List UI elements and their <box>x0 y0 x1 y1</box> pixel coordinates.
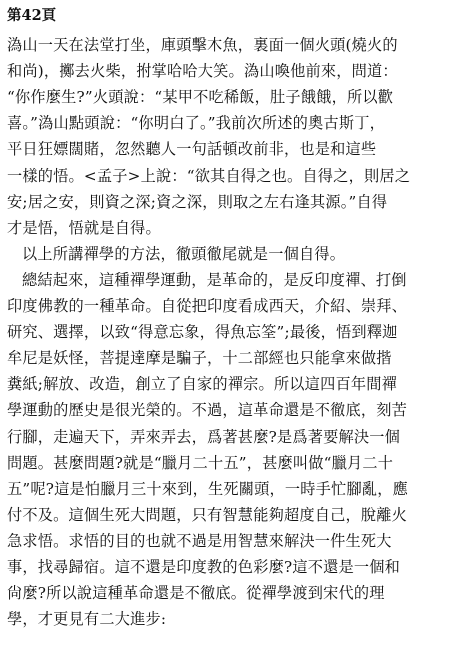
text-line: 學，才更見有二大進步: <box>7 610 167 629</box>
text-line: 以上所講禪學的方法，徹頭徹尾就是一個自得。 <box>22 244 346 263</box>
text-line: 學運動的歷史是很光榮的。不過，這革命還是不徹底，刻苦 <box>7 401 408 420</box>
text-line: 安;居之安，則資之深;資之深，則取之左右逢其源。”自得 <box>7 192 388 211</box>
text-line: 糞紙;解放、改造，創立了自家的禪宗。所以這四百年間禪 <box>7 375 398 394</box>
text-line: 印度佛教的一種革命。自從把印度看成西天，介紹、崇拜、 <box>7 297 408 315</box>
text-line: 急求悟。求悟的目的也就不過是用智慧來解決一件生死大 <box>7 531 392 550</box>
text-line: 行腳，走遍天下，弄來弄去，爲著甚麼?是爲著要解決一個 <box>7 427 401 446</box>
text-line: 總結起來，這種禪學運動，是革命的，是反印度禪、打倒 <box>22 270 407 289</box>
text-line: 平日狂嫖闊賭，忽然聽人一句話頓改前非，也是和這些 <box>7 140 377 159</box>
text-line: 才是悟，悟就是自得。 <box>7 218 161 237</box>
text-line: 溈山一天在法堂打坐，庫頭擊木魚，裏面一個火頭(燒火的 <box>7 36 398 54</box>
text-line: 付不及。這個生死大問題，只有智慧能夠超度自己，脫離火 <box>7 505 408 524</box>
text-line: “你作麼生?”火頭說：“某甲不吃稀飯，肚子餓餓，所以歡 <box>7 88 394 107</box>
text-line: 一樣的悟。<孟子>上說：“欲其自得之也。自得之，則居之 <box>7 166 411 185</box>
text-line: 尙麼?所以說這種革命還是不徹底。從禪學渡到宋代的理 <box>7 584 385 603</box>
text-line: 和尚)，擲去火柴，拊掌哈哈大笑。溈山喚他前來，問道： <box>7 62 398 81</box>
text-line: 研究、選擇，以致“得意忘象，得魚忘筌”;最後，悟到釋迦 <box>7 323 398 342</box>
text-line: 喜。”溈山點頭說：“你明白了。”我前次所述的奧古斯丁， <box>7 114 385 133</box>
text-line: 問題。甚麼問題?就是“臘月二十五”，甚麼叫做“臘月二十 <box>7 453 394 472</box>
page-number-header: 第42頁 <box>7 7 57 24</box>
text-line: 五”呢?這是怕臘月三十來到，生死關頭，一時手忙腳亂，應 <box>7 479 408 498</box>
text-line: 事，找尋歸宿。這不還是印度教的色彩麼?這不還是一個和 <box>7 558 401 576</box>
text-line: 牟尼是妖怪，菩提達摩是騙子，十二部經也只能拿來做揩 <box>7 349 392 368</box>
